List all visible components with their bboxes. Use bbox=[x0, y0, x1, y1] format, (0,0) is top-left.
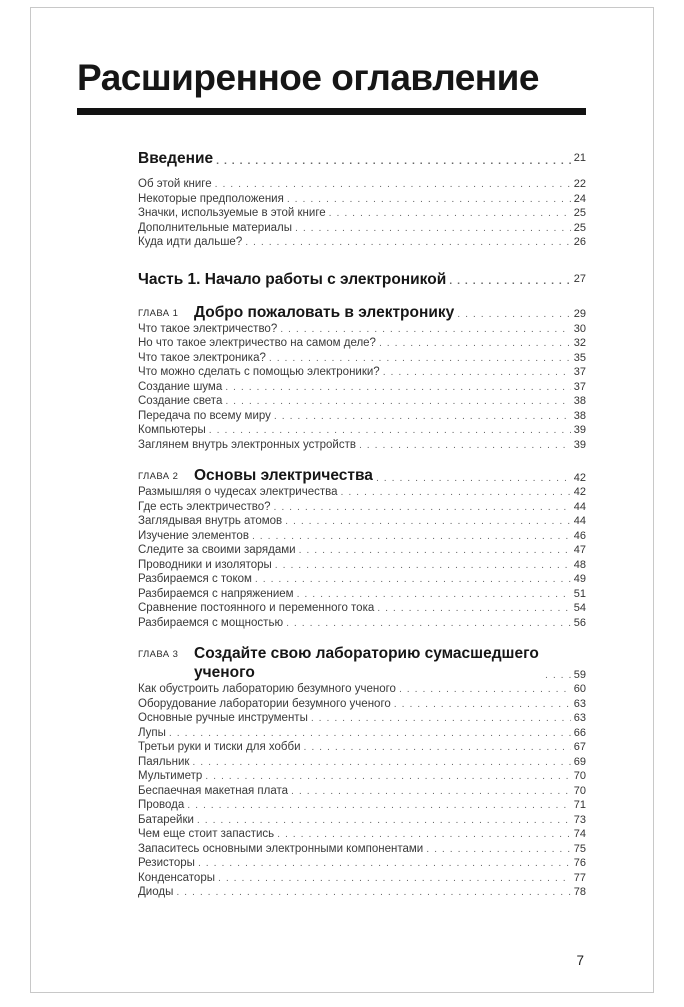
toc-entry-page: 37 bbox=[573, 366, 586, 378]
toc-entry-page: 25 bbox=[573, 221, 586, 234]
dot-leader bbox=[377, 601, 570, 616]
toc-list bbox=[138, 149, 586, 900]
dot-leader bbox=[376, 471, 571, 486]
dot-leader bbox=[394, 697, 571, 712]
toc-entry-page: 54 bbox=[573, 602, 586, 614]
toc-entry-sub2 bbox=[138, 755, 586, 770]
toc-entry-title: Проводники и изоляторы bbox=[138, 558, 272, 571]
toc-entry-page: 56 bbox=[573, 616, 586, 629]
dot-leader bbox=[291, 784, 571, 799]
toc-entry-page: 46 bbox=[573, 529, 586, 542]
toc-entry-page: 32 bbox=[573, 337, 586, 349]
toc-entry-sub2 bbox=[138, 856, 586, 871]
toc-entry-chapter bbox=[138, 644, 586, 682]
toc-entry-title: Но что такое электричество на самом деле? bbox=[138, 337, 376, 349]
dot-leader bbox=[359, 438, 571, 453]
toc-entry-title: Изучение элементов bbox=[138, 529, 249, 542]
toc-entry-title: Введение bbox=[138, 150, 214, 167]
toc-entry-page: 67 bbox=[573, 741, 586, 753]
dot-leader bbox=[329, 206, 571, 221]
toc-entry-title: Компьютеры bbox=[138, 424, 206, 436]
dot-leader bbox=[287, 192, 571, 207]
toc-entry-title: Резисторы bbox=[138, 857, 195, 869]
toc-entry-sub1 bbox=[138, 616, 586, 631]
dot-leader bbox=[285, 514, 571, 529]
dot-leader bbox=[275, 558, 571, 573]
toc-entry-sub2 bbox=[138, 711, 586, 726]
chapter-number-label: ГЛАВА 3 bbox=[138, 649, 179, 660]
toc-entry-title: Значки, используемые в этой книге bbox=[138, 207, 326, 219]
toc-entry-sub1 bbox=[138, 336, 586, 351]
toc-entry-title: Где есть электричество? bbox=[138, 500, 271, 513]
toc-entry-sub1 bbox=[138, 514, 586, 529]
toc-entry-page: 27 bbox=[573, 272, 586, 285]
toc-entry-page: 26 bbox=[573, 236, 586, 248]
book-page bbox=[30, 7, 654, 993]
toc-entry-title: Куда идти дальше? bbox=[138, 236, 243, 248]
toc-entry-title: Паяльник bbox=[138, 755, 190, 768]
toc-entry-page: 73 bbox=[573, 813, 586, 826]
toc-entry-page: 69 bbox=[573, 755, 586, 768]
toc-entry-title: Диоды bbox=[138, 886, 174, 898]
toc-entry-title: Разбираемся с током bbox=[138, 573, 252, 585]
toc-entry-title: Как обустроить лабораторию безумного ученого bbox=[138, 683, 396, 695]
toc-entry-title: Основные ручные инструменты bbox=[138, 712, 308, 724]
toc-entry-sub1 bbox=[138, 206, 586, 221]
toc-entry-sub1 bbox=[138, 322, 586, 337]
dot-leader bbox=[215, 177, 571, 192]
toc-entry-chapter bbox=[138, 303, 586, 322]
toc-entry-sub2 bbox=[138, 769, 586, 784]
toc-entry-title: Заглядывая внутрь атомов bbox=[138, 515, 283, 527]
dot-leader bbox=[269, 351, 571, 366]
toc-entry-page: 30 bbox=[573, 322, 586, 335]
toc-entry-title: Провода bbox=[138, 799, 185, 811]
toc-entry-page: 49 bbox=[573, 573, 586, 585]
dot-leader bbox=[216, 154, 571, 169]
toc-entry-title: Разбираемся с мощностью bbox=[138, 616, 284, 629]
toc-entry-page: 71 bbox=[573, 799, 586, 811]
toc-entry-sub1 bbox=[138, 235, 586, 250]
toc-entry-title: Что можно сделать с помощью электроники? bbox=[138, 366, 380, 378]
toc-entry-page: 39 bbox=[573, 424, 586, 436]
toc-entry-page: 78 bbox=[573, 886, 586, 898]
toc-entry-sub1 bbox=[138, 601, 586, 616]
toc-entry-title: Конденсаторы bbox=[138, 871, 215, 884]
toc-entry-page: 63 bbox=[573, 697, 586, 710]
toc-entry-sub1 bbox=[138, 572, 586, 587]
toc-entry-title: Основы электричества bbox=[194, 467, 373, 484]
toc-entry-page: 37 bbox=[573, 380, 586, 393]
toc-entry-page: 22 bbox=[573, 178, 586, 190]
toc-entry-page: 38 bbox=[573, 395, 586, 407]
toc-entry-page: 63 bbox=[573, 712, 586, 724]
toc-entry-page: 76 bbox=[573, 857, 586, 869]
toc-entry-title: Создайте свою лабораторию сумасшедшего ученого bbox=[194, 645, 539, 681]
dot-leader bbox=[192, 755, 570, 770]
toc-entry-page: 48 bbox=[573, 558, 586, 571]
toc-entry-page: 74 bbox=[573, 828, 586, 840]
toc-entry-page: 42 bbox=[573, 471, 586, 484]
toc-entry-sub1 bbox=[138, 558, 586, 573]
dot-leader bbox=[176, 885, 570, 900]
dot-leader bbox=[277, 827, 571, 842]
toc-entry-page: 70 bbox=[573, 784, 586, 797]
toc-entry-sub1 bbox=[138, 842, 586, 857]
toc-entry-sub1 bbox=[138, 221, 586, 236]
toc-entry-page: 42 bbox=[573, 486, 586, 498]
toc-entry-title: Следите за своими зарядами bbox=[138, 544, 296, 556]
toc-entry-chapter bbox=[138, 466, 586, 485]
dot-leader bbox=[449, 274, 571, 289]
toc-entry-sub1 bbox=[138, 177, 586, 192]
toc-entry-sub2 bbox=[138, 726, 586, 741]
toc-entry-sub2 bbox=[138, 740, 586, 755]
toc-entry-sub2 bbox=[138, 871, 586, 886]
dot-leader bbox=[297, 587, 571, 602]
page-title: Расширенное оглавление bbox=[77, 57, 539, 98]
dot-leader bbox=[225, 380, 571, 395]
toc-entry-sub2 bbox=[138, 423, 586, 438]
toc-entry-sub1 bbox=[138, 438, 586, 453]
toc-entry-sub1 bbox=[138, 351, 586, 366]
dot-leader bbox=[187, 798, 570, 813]
dot-leader bbox=[274, 500, 571, 515]
toc-entry-sub1 bbox=[138, 682, 586, 697]
toc-entry-sub2 bbox=[138, 394, 586, 409]
toc-entry-page: 66 bbox=[573, 726, 586, 739]
dot-leader bbox=[457, 307, 571, 322]
toc-entry-title: Размышляя о чудесах электричества bbox=[138, 486, 338, 498]
toc-entry-title: Батарейки bbox=[138, 813, 194, 826]
toc-entry-title: Дополнительные материалы bbox=[138, 221, 293, 234]
toc-entry-page: 35 bbox=[573, 351, 586, 364]
dot-leader bbox=[399, 682, 571, 697]
toc-entry-page: 60 bbox=[573, 683, 586, 695]
toc-entry-sub2 bbox=[138, 813, 586, 828]
toc-entry-page: 77 bbox=[573, 871, 586, 884]
toc-entry-page: 39 bbox=[573, 438, 586, 451]
toc-entry-sub2 bbox=[138, 827, 586, 842]
toc-entry-title: Разбираемся с напряжением bbox=[138, 587, 294, 600]
toc-entry-sub1 bbox=[138, 485, 586, 500]
dot-leader bbox=[426, 842, 571, 857]
toc-entry-title: Часть 1. Начало работы с электроникой bbox=[138, 270, 447, 288]
toc-entry-page: 44 bbox=[573, 500, 586, 513]
dot-leader bbox=[197, 813, 571, 828]
toc-entry-page: 25 bbox=[573, 207, 586, 219]
dot-leader bbox=[340, 485, 570, 500]
dot-leader bbox=[198, 856, 571, 871]
toc-entry-main bbox=[138, 149, 586, 168]
toc-entry-page: 75 bbox=[573, 842, 586, 855]
dot-leader bbox=[286, 616, 571, 631]
toc-entry-title: Беспаечная макетная плата bbox=[138, 784, 289, 797]
toc-entry-sub1 bbox=[138, 500, 586, 515]
toc-entry-title: Что такое электричество? bbox=[138, 322, 278, 335]
toc-entry-page: 21 bbox=[573, 152, 586, 164]
toc-entry-page: 70 bbox=[573, 770, 586, 782]
toc-entry-title: Добро пожаловать в электронику bbox=[194, 303, 455, 321]
toc-entry-page: 29 bbox=[573, 308, 586, 320]
dot-leader bbox=[299, 543, 571, 558]
toc-entry-title: Чем еще стоит запастись bbox=[138, 828, 275, 840]
dot-leader bbox=[383, 365, 571, 380]
toc-entry-sub2 bbox=[138, 409, 586, 424]
chapter-number-label: ГЛАВА 2 bbox=[138, 471, 179, 482]
toc-entry-sub2 bbox=[138, 885, 586, 900]
toc-entry-sub1 bbox=[138, 587, 586, 602]
toc-entry-sub2 bbox=[138, 380, 586, 395]
toc-entry-title: Создание света bbox=[138, 395, 223, 407]
toc-entry-sub1 bbox=[138, 365, 586, 380]
dot-leader bbox=[304, 740, 571, 755]
dot-leader bbox=[280, 322, 571, 337]
dot-leader bbox=[274, 409, 571, 424]
dot-leader bbox=[545, 668, 571, 683]
toc-entry-part bbox=[138, 270, 586, 289]
toc-entry-title: Что такое электроника? bbox=[138, 351, 266, 364]
toc-entry-sub2 bbox=[138, 798, 586, 813]
dot-leader bbox=[169, 726, 571, 741]
toc-entry-title: Третьи руки и тиски для хобби bbox=[138, 741, 301, 753]
toc-entry-title: Сравнение постоянного и переменного тока bbox=[138, 602, 375, 614]
toc-entry-title: Заглянем внутрь электронных устройств bbox=[138, 438, 356, 451]
toc-entry-sub1 bbox=[138, 543, 586, 558]
dot-leader bbox=[255, 572, 571, 587]
toc-entry-title: Создание шума bbox=[138, 380, 223, 393]
dot-leader bbox=[218, 871, 571, 886]
dot-leader bbox=[209, 423, 571, 438]
dot-leader bbox=[311, 711, 571, 726]
chapter-number-label: ГЛАВА 1 bbox=[138, 307, 179, 319]
title-underline-bar bbox=[77, 108, 586, 115]
dot-leader bbox=[205, 769, 570, 784]
toc-entry-sub2 bbox=[138, 784, 586, 799]
toc-entry-title: Оборудование лаборатории безумного ученого bbox=[138, 697, 391, 710]
toc-entry-page: 24 bbox=[573, 192, 586, 205]
toc-entry-page: 38 bbox=[573, 409, 586, 422]
toc-entry-title: Некоторые предположения bbox=[138, 192, 284, 205]
toc-entry-page: 44 bbox=[573, 515, 586, 527]
dot-leader bbox=[245, 235, 571, 250]
toc-entry-title: Запаситесь основными электронными компонентами bbox=[138, 842, 424, 855]
folio-page-number: 7 bbox=[576, 953, 584, 968]
toc-entry-page: 51 bbox=[573, 587, 586, 600]
dot-leader bbox=[379, 336, 571, 351]
toc-entry-title: Об этой книге bbox=[138, 178, 212, 190]
toc-entry-sub1 bbox=[138, 529, 586, 544]
dot-leader bbox=[295, 221, 571, 236]
toc-entry-title: Мультиметр bbox=[138, 770, 203, 782]
toc-entry-sub1 bbox=[138, 697, 586, 712]
toc-entry-title: Лупы bbox=[138, 726, 166, 739]
toc-entry-page: 47 bbox=[573, 544, 586, 556]
dot-leader bbox=[252, 529, 571, 544]
dot-leader bbox=[225, 394, 570, 409]
toc-entry-page: 59 bbox=[573, 668, 586, 681]
toc-entry-sub1 bbox=[138, 192, 586, 207]
toc-entry-title: Передача по всему миру bbox=[138, 409, 271, 422]
